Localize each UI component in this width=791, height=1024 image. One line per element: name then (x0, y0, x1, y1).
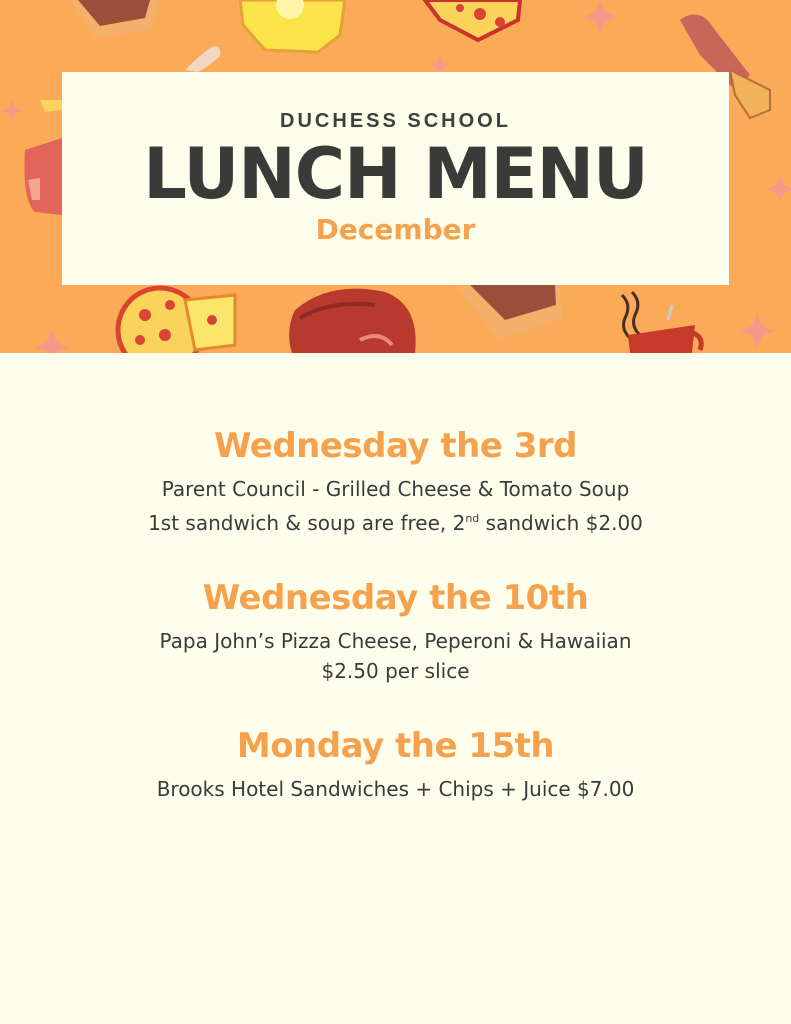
month-label: December (315, 213, 476, 246)
menu-list (0, 353, 791, 804)
egg-icon (240, 0, 345, 52)
menu-item-line: $2.50 per slice (321, 659, 470, 683)
menu-item-text: 1st sandwich & soup are free, 2 (148, 511, 466, 535)
menu-item-line (0, 504, 791, 538)
menu-item-line: Brooks Hotel Sandwiches + Chips + Juice $7.00 (156, 777, 635, 801)
pizza-icon (425, 0, 520, 40)
menu-day (0, 578, 791, 686)
title-card (62, 72, 729, 285)
coffee-cup-icon (622, 292, 701, 353)
menu-item-line (0, 474, 791, 504)
pizza-icon (118, 288, 235, 353)
drink-icon (24, 100, 62, 215)
day-heading: Monday the 15th (236, 726, 555, 766)
header-banner (0, 0, 791, 353)
meat-icon (289, 289, 416, 353)
menu-item-text: Parent Council - Grilled Cheese & Tomato Soup (161, 477, 630, 501)
day-heading: Wednesday the 10th (202, 578, 589, 618)
cake-icon (70, 0, 160, 38)
menu-day (0, 726, 791, 804)
cake-icon (455, 285, 562, 340)
menu-item-line: Papa John’s Pizza Cheese, Peperoni & Hawaiian (159, 629, 632, 653)
bone-icon (185, 46, 220, 72)
menu-item-text: sandwich $2.00 (479, 511, 643, 535)
menu-day (0, 426, 791, 538)
page-title: LUNCH MENU (143, 133, 648, 215)
school-name: DUCHESS SCHOOL (280, 110, 511, 132)
day-heading: Wednesday the 3rd (213, 426, 578, 466)
ordinal-suffix: nd (465, 512, 480, 525)
